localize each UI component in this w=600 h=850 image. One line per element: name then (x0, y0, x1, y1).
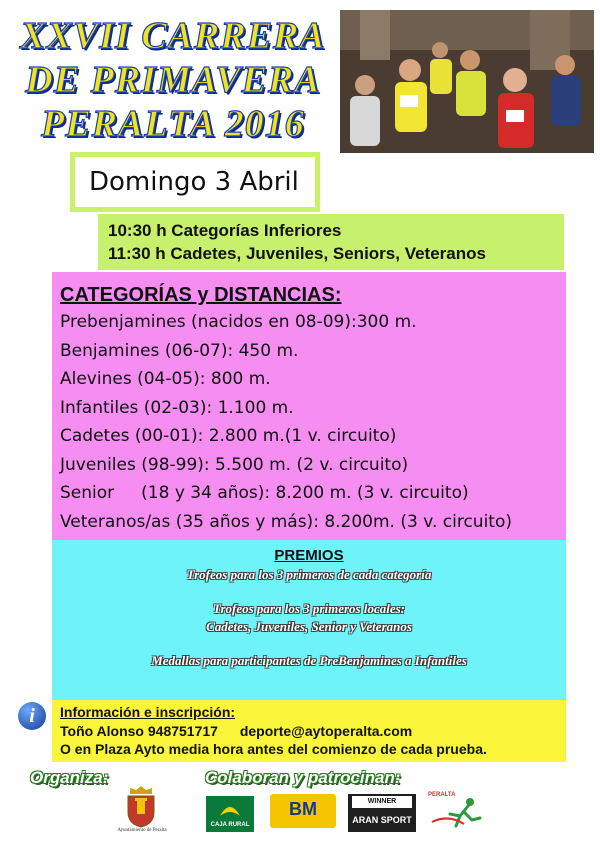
schedule-box (98, 214, 564, 270)
info-icon: i (18, 702, 46, 730)
category-item: Veteranos/as (35 años y más): 8.200m. (3 v. circuito) (60, 511, 512, 532)
category-item: Juveniles (98-99): 5.500 m. (2 v. circuito) (60, 454, 409, 475)
crest-icon (122, 784, 160, 828)
colaboran-label: Colaboran y patrocinan: (205, 768, 401, 787)
categories-box (52, 272, 566, 540)
winner-text: WINNER (352, 796, 412, 808)
category-item: Benjamines (06-07): 450 m. (60, 340, 299, 361)
prizes-heading: PREMIOS (274, 547, 344, 564)
prizes-box (52, 540, 566, 700)
category-item: Senior (18 y 34 años): 8.200 m. (3 v. circuito) (60, 483, 469, 503)
contact-line (60, 722, 558, 741)
categories-heading: CATEGORÍAS y DISTANCIAS: (60, 284, 342, 306)
cajarural-text: CAJA RURAL (210, 822, 250, 828)
title-line-3: PERALTA 2016 (41, 103, 305, 145)
crest-caption: Ayuntamiento de Peralta (117, 828, 167, 833)
aran-text: ARAN SPORT (352, 815, 412, 825)
bm-logo: BM (270, 794, 336, 828)
category-item: Prebenjamines (nacidos en 08-09):300 m. (60, 312, 417, 332)
category-item: Cadetes (00-01): 2.800 m.(1 v. circuito) (60, 426, 397, 446)
runner-icon (428, 792, 492, 832)
date-box (70, 152, 320, 212)
info-note: O en Plaza Ayto media hora antes del comienzo de cada prueba. (60, 741, 487, 757)
race-date: Domingo 3 Abril (89, 167, 299, 197)
peralta-atletismo-logo (428, 792, 492, 832)
cajarural-logo (206, 796, 254, 832)
aran-sport-logo (348, 794, 416, 832)
organiza-label: Organiza: (30, 768, 109, 787)
title-line-2: DE PRIMAVERA (25, 59, 321, 101)
runners-photo (340, 10, 594, 153)
schedule-line: 11:30 h Cadetes, Juveniles, Seniors, Veteranos (108, 244, 486, 263)
info-box (52, 700, 566, 762)
category-item: Alevines (04-05): 800 m. (60, 369, 271, 389)
prize-line: Cadetes, Juveniles, Senior y Veteranos (206, 619, 412, 634)
prize-line: Medallas para participantes de PreBenjamines a Infantiles (151, 653, 467, 668)
prize-line: Trofeos para los 3 primeros de cada categoría (186, 567, 432, 582)
contact-phone: Toño Alonso 948751717 (60, 722, 218, 739)
prize-line: Trofeos para los 3 primeros locales: (213, 601, 405, 616)
info-heading: Información e inscripción: (60, 704, 236, 720)
category-item: Infantiles (02-03): 1.100 m. (60, 397, 294, 418)
title-line-1: XXVII CARRERA (20, 15, 326, 57)
contact-email[interactable]: deporte@aytoperalta.com (239, 722, 413, 739)
schedule-line: 10:30 h Categorías Inferiores (108, 221, 342, 240)
poster-title (8, 14, 338, 146)
peralta-text: PERALTA (428, 792, 456, 798)
